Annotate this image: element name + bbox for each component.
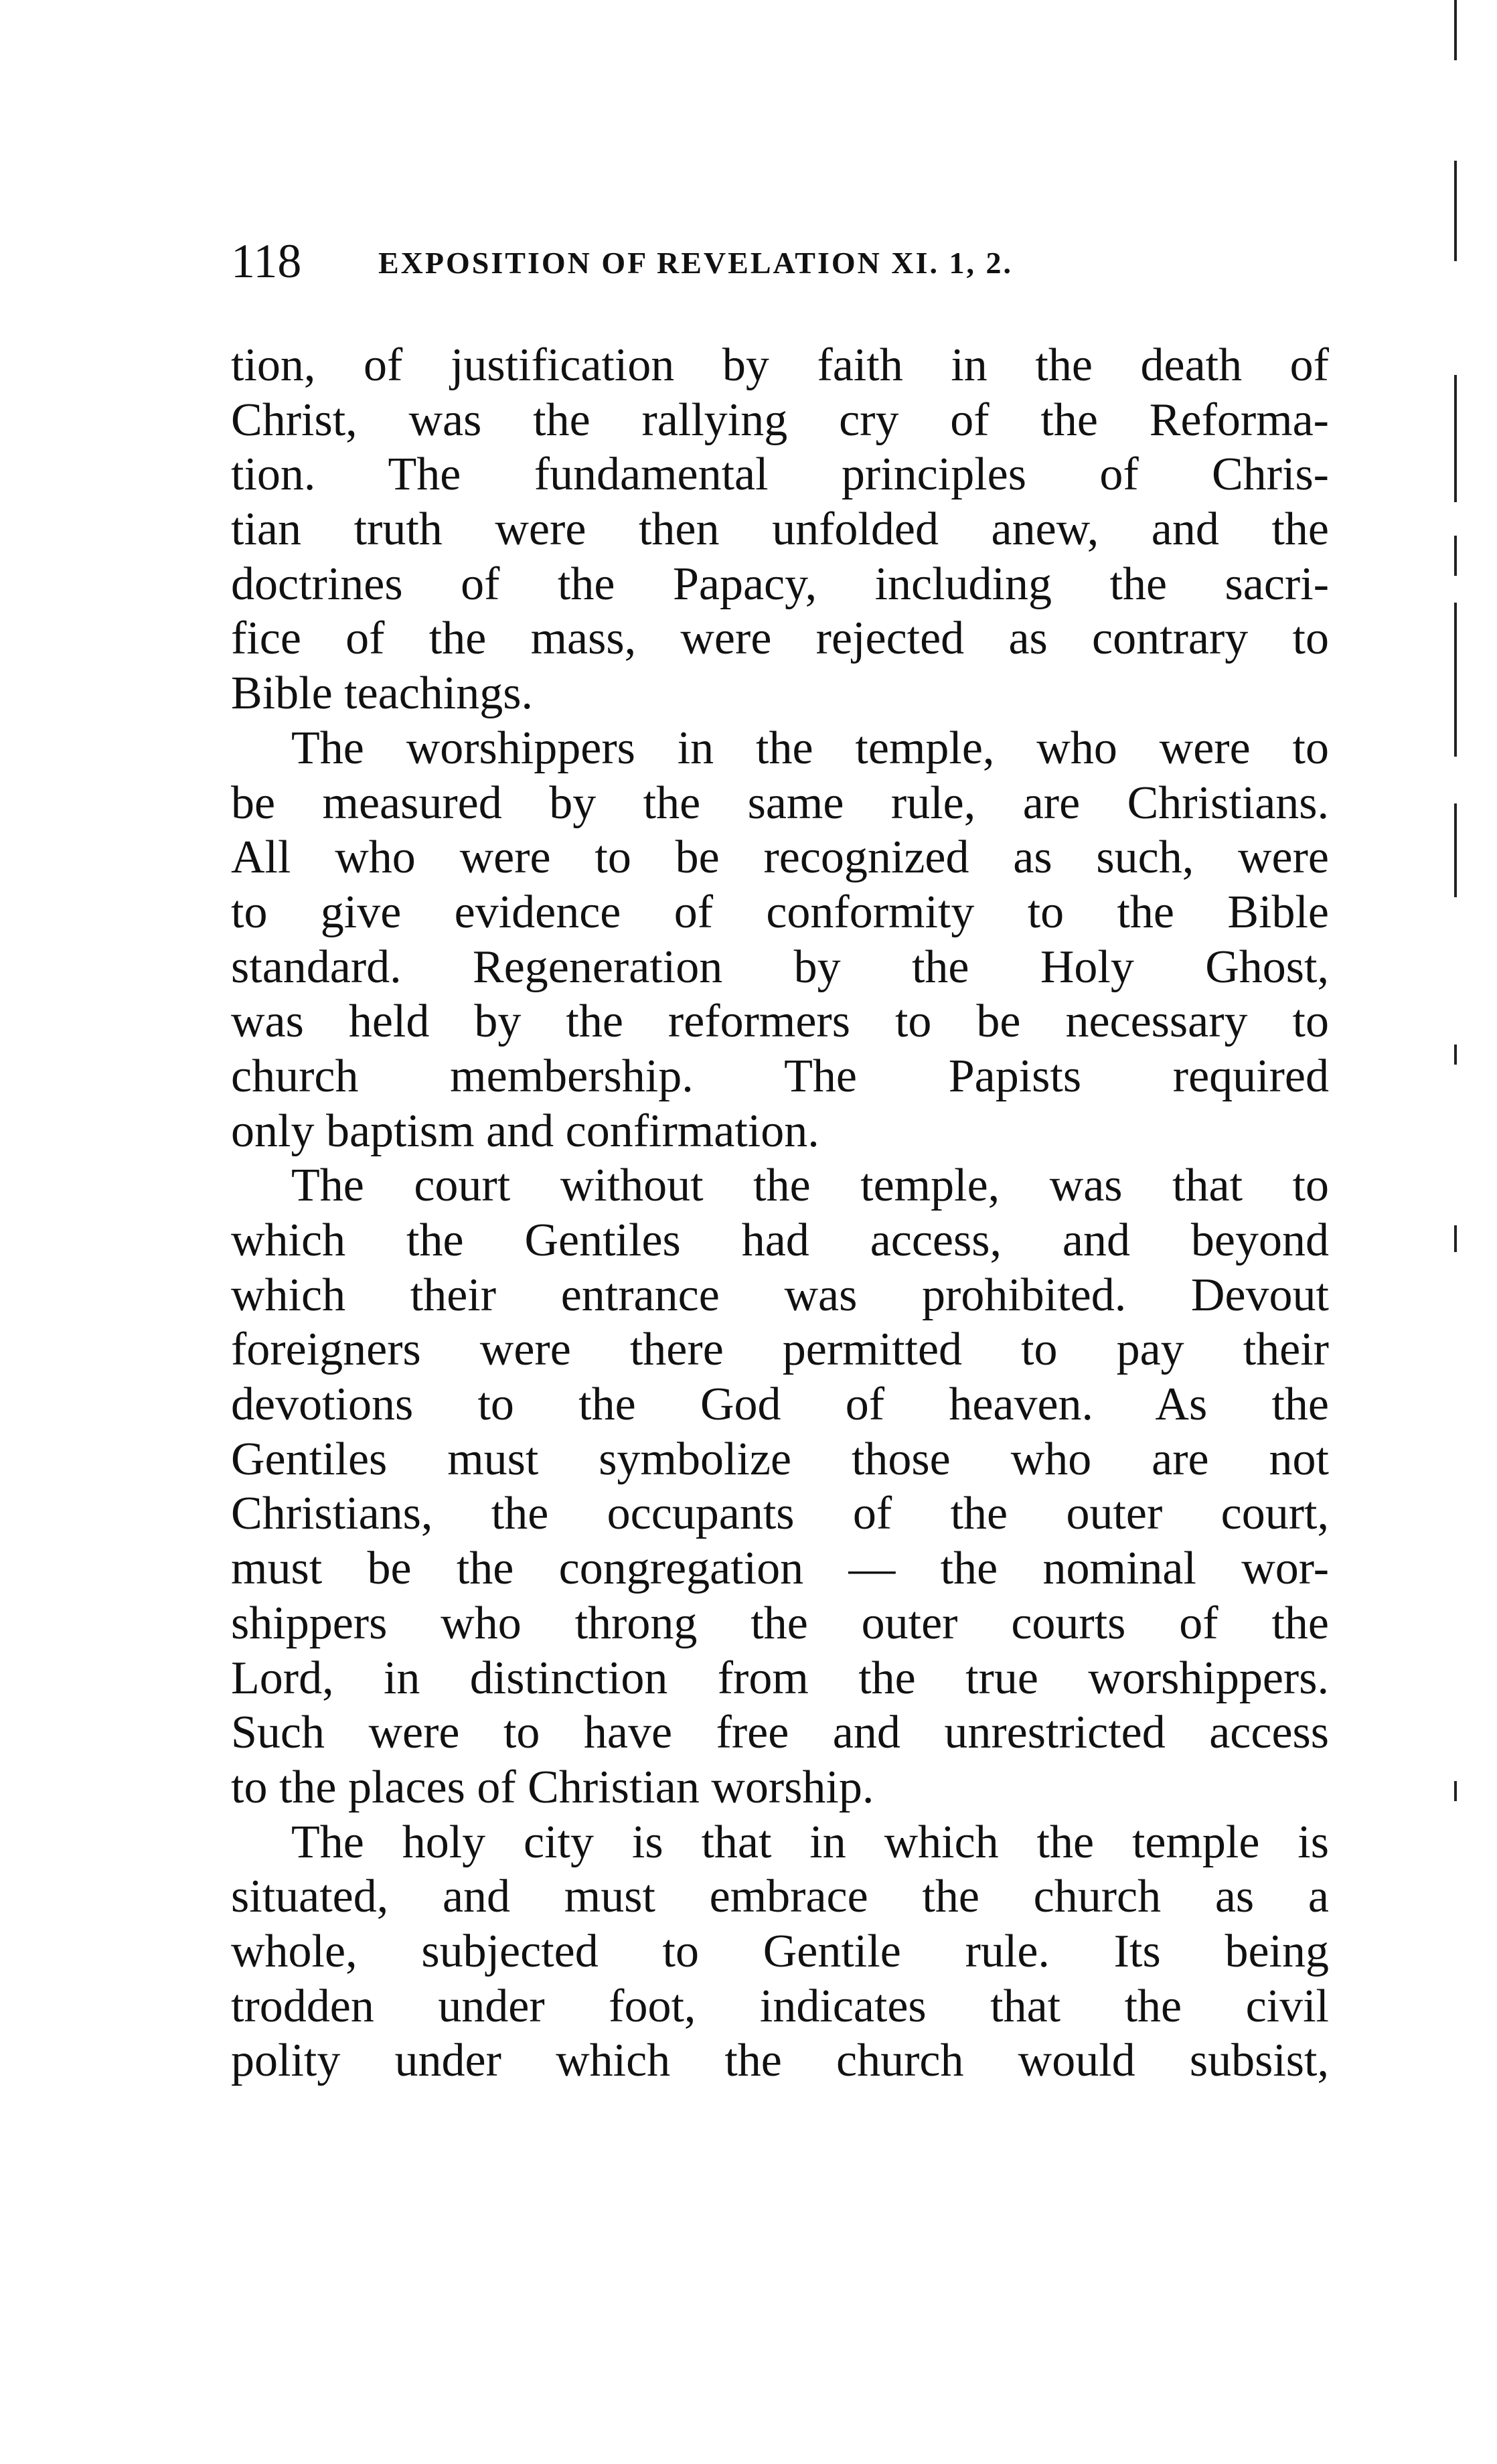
running-title: EXPOSITION OF REVELATION XI. 1, 2. [378, 246, 1014, 280]
text-line: All who were to be recognized as such, were [231, 832, 1329, 884]
text-line: tian truth were then unfolded anew, and the [231, 504, 1329, 556]
text-line: The court without the temple, was that to [291, 1160, 1329, 1212]
text-line: Christians, the occupants of the outer court, [231, 1488, 1329, 1540]
text-line: to give evidence of conformity to the Bible [231, 886, 1329, 938]
text-line: which their entrance was prohibited. Devout [231, 1269, 1329, 1321]
scan-mark [1454, 603, 1457, 757]
text-line: The holy city is that in which the temple is [291, 1816, 1329, 1868]
scan-mark [1454, 375, 1457, 502]
text-line: Bible teachings. [231, 668, 534, 720]
text-line: standard. Regeneration by the Holy Ghost, [231, 941, 1329, 993]
text-line: fice of the mass, were rejected as contrary to [231, 613, 1329, 665]
scan-mark [1454, 803, 1457, 897]
text-line: Christ, was the rallying cry of the Reforma- [231, 394, 1329, 446]
text-line: doctrines of the Papacy, including the sacri- [231, 558, 1329, 610]
scan-margin-marks [1454, 0, 1458, 2464]
text-line: Such were to have free and unrestricted access [231, 1707, 1329, 1759]
text-line: shippers who throng the outer courts of the [231, 1597, 1329, 1649]
body-text [231, 338, 1329, 2088]
text-line: was held by the reformers to be necessary to [231, 996, 1329, 1048]
text-line: must be the congregation — the nominal wor- [231, 1543, 1329, 1595]
text-line: tion, of justification by faith in the death of [231, 339, 1329, 391]
text-line: devotions to the God of heaven. As the [231, 1379, 1329, 1431]
text-line: church membership. The Papists required [231, 1050, 1329, 1102]
text-line: foreigners were there permitted to pay their [231, 1324, 1329, 1376]
scan-mark [1454, 1045, 1457, 1065]
scan-mark [1454, 0, 1457, 60]
text-line: which the Gentiles had access, and beyond [231, 1215, 1329, 1266]
scan-mark [1454, 1781, 1457, 1801]
scan-mark [1454, 161, 1457, 261]
scan-mark [1454, 536, 1457, 576]
text-line: tion. The fundamental principles of Chris- [231, 449, 1329, 501]
scan-mark [1454, 1225, 1457, 1252]
text-line: situated, and must embrace the church as a [231, 1871, 1329, 1923]
text-line: The worshippers in the temple, who were to [291, 722, 1329, 774]
text-line: to the places of Christian worship. [231, 1761, 874, 1813]
text-line: polity under which the church would subsist, [231, 2035, 1329, 2087]
text-line: only baptism and confirmation. [231, 1105, 819, 1157]
text-line: trodden under foot, indicates that the civil [231, 1980, 1329, 2032]
text-line: be measured by the same rule, are Christians. [231, 777, 1329, 829]
text-line: whole, subjected to Gentile rule. Its being [231, 1925, 1329, 1977]
text-line: Lord, in distinction from the true worshippers. [231, 1652, 1329, 1704]
page-header [231, 231, 1329, 291]
page-number: 118 [231, 234, 302, 288]
text-line: Gentiles must symbolize those who are not [231, 1433, 1329, 1485]
